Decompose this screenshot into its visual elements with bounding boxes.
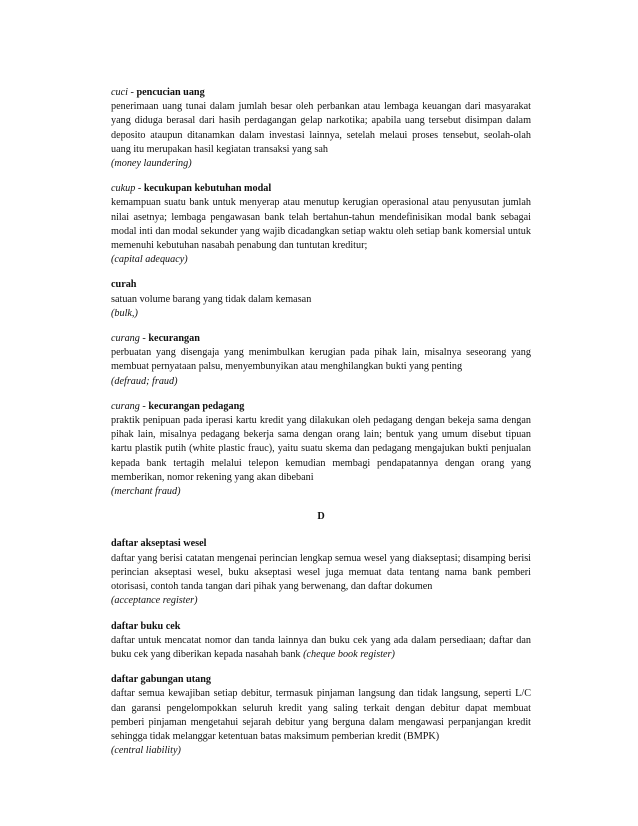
entry-separator: - bbox=[127, 87, 137, 98]
entry-english-term: (merchant fraud) bbox=[111, 486, 181, 498]
entry-definition: praktik penipuan pada iperasi kartu kredit yang dilakukan oleh pedagang dengan bekeja sama dengan pihak lain, misalnya pedagang bekerja sama dengan orang lain; bentuk yang umum disebut tipuan kartu plastik putih (white plastic frauc), yaitu suatu skema dan pedagang mengajukan bukti penjualan kepada bank tertagih melalui telepon kemudian membagi pendapatannya dengan orang yang memberikan, nomor rekening yang akan dibebani bbox=[111, 415, 531, 483]
entry-separator: - bbox=[139, 400, 149, 412]
entry-definition: satuan volume barang yang tidak dalam kemasan bbox=[111, 293, 312, 305]
entry-daftar-gabungan-utang bbox=[111, 673, 531, 758]
entry-english-term: (capital adequacy) bbox=[111, 254, 188, 266]
entry-daftar-buku-cek bbox=[111, 620, 531, 663]
entry-term: curah bbox=[111, 279, 137, 291]
entry-daftar-akseptasi-wesel bbox=[111, 537, 531, 608]
entry-definition-text: daftar untuk mencatat nomor dan tanda lainnya dan buku cek yang ada dalam persediaan; daftar dan buku cek yang diberikan kepada nasahah bank bbox=[111, 634, 531, 660]
entry-definition: perbuatan yang disengaja yang menimbulkan kerugian pada pihak lain, misalnya seseorang yang membuat pernyataan palsu, menyembunyikan atau menghilangkan bukti yang penting bbox=[111, 347, 531, 373]
entry-heading bbox=[111, 182, 531, 196]
entry-heading bbox=[111, 537, 531, 551]
entry-english-term: (bulk,) bbox=[111, 307, 138, 319]
document-page bbox=[111, 86, 531, 769]
entry-root-word: curang bbox=[111, 333, 140, 345]
entry-separator: - bbox=[135, 183, 144, 195]
entry-english-term: (central liability) bbox=[111, 745, 181, 757]
entry-term: daftar akseptasi wesel bbox=[111, 538, 207, 550]
entry-definition: daftar semua kewajiban setiap debitur, termasuk pinjaman langsung dan tidak langsung, seperti L/C dan garansi pengelompokkan seluruh kredit yang saling terkait dengan debitur dapat membuat pemberi pinjaman mengetahui sejarah debitur yang berguna dalam mengawasi perpanjangan kredit sehingga tidak melanggar ketentuan batas maksimum pemberian kredit (BMPK) bbox=[111, 688, 531, 742]
entry-definition: penerimaan uang tunai dalam jumlah besar oleh perbankan atau lembaga keuangan dari masyarakat yang diduga berasal dari hasih perdagangan gelap narkotika; apabila uang tersebut disimpan dalam deposito ataupun ditanamkan dalam investasi lainnya, setelah melaui proses tensebut, seolah-olah uang itu merupakan hasil kegiatan transaksi yang sah bbox=[111, 101, 531, 155]
section-letter-heading: D bbox=[317, 511, 325, 523]
entry-kecurangan-pedagang bbox=[111, 400, 531, 499]
entry-root-word: cukup bbox=[111, 183, 136, 195]
entry-definition bbox=[111, 634, 531, 662]
entry-term: kecukupan kebutuhan modal bbox=[143, 183, 272, 195]
entry-term: kecurangan pedagang bbox=[148, 400, 245, 412]
entry-heading bbox=[111, 620, 531, 634]
entry-heading bbox=[111, 332, 531, 346]
entry-term: pencucian uang bbox=[136, 87, 205, 98]
entry-term: daftar gabungan utang bbox=[111, 674, 212, 686]
entry-heading bbox=[111, 278, 531, 292]
entry-english-term: (defraud; fraud) bbox=[111, 375, 178, 387]
entry-root-word: curang bbox=[111, 400, 140, 412]
entry-definition: kemampuan suatu bank untuk menyerap atau menutup kerugian operasional atau penyusutan jumlah nilai asetnya; lembaga pengawasan bank telah bertahun-tahun mendefinisikan modal bank sebagai modal inti dan modal sekunder yang wajib dicadangkan setiap waktu oleh setiap bank komersial untuk memenuhi kebutuhan nasabah penabung dan tuntutan kreditur; bbox=[111, 197, 531, 252]
entry-pencucian-uang bbox=[111, 86, 531, 171]
entry-term: daftar buku cek bbox=[111, 620, 181, 632]
entry-heading bbox=[111, 673, 531, 687]
entry-separator: - bbox=[139, 333, 149, 345]
entry-english-term: (cheque book register) bbox=[303, 648, 395, 660]
entry-term: kecurangan bbox=[148, 333, 200, 345]
entry-kecukupan-kebutuhan-modal bbox=[111, 182, 531, 267]
entry-english-term: (acceptance register) bbox=[111, 595, 198, 607]
entry-kecurangan bbox=[111, 332, 531, 389]
entry-english-term: (money laundering) bbox=[111, 158, 192, 170]
entry-heading bbox=[111, 86, 531, 100]
entry-definition: daftar yang berisi catatan mengenai perincian lengkap semua wesel yang diakseptasi; disamping berisi perincian akseptasi wesel, buku akseptasi wesel juga memuat data tentang nama bank pemberi otorisasi, contoh tanda tangan dari pihak yang berwenang, dan daftar dokumen bbox=[111, 552, 531, 593]
entry-heading bbox=[111, 400, 531, 414]
entry-curah bbox=[111, 278, 531, 321]
entry-root-word: cuci bbox=[111, 87, 128, 98]
